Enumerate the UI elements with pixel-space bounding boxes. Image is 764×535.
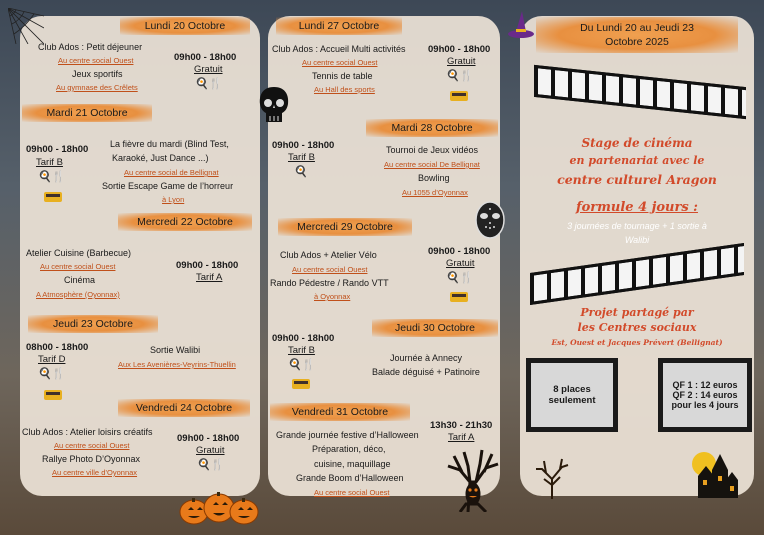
shared-project: les Centres sociaux [577, 321, 697, 334]
activity-text: Bowling [418, 173, 450, 183]
time-range: 09h00 - 18h00 [428, 44, 491, 55]
location-link[interactable]: Au Hall des sports [314, 85, 375, 94]
activity-title: Club Ados : Petit déjeuner [38, 42, 143, 52]
fee-label: Gratuit [196, 445, 225, 456]
spooky-tree-decoration [440, 446, 506, 512]
day-header-friday-31: Vendredi 31 Octobre [270, 403, 410, 421]
location-link[interactable]: Au gymnase des Crêlets [56, 83, 138, 92]
food-icons: 🍳🍴 [288, 359, 316, 371]
fee-label: Gratuit [447, 56, 476, 67]
location-link[interactable]: Au centre social Ouest [54, 441, 130, 450]
day-header-tuesday-28: Mardi 28 Octobre [366, 119, 498, 137]
day-header-tuesday-21: Mardi 21 Octobre [22, 104, 152, 122]
day-header-thursday-30: Jeudi 30 Octobre [372, 319, 498, 337]
activity-text: Journée à Annecy [390, 353, 463, 363]
location-link[interactable]: Au centre ville d’Oyonnax [52, 468, 138, 477]
day-header-monday-27: Lundi 27 Octobre [276, 17, 402, 35]
time-range: 13h30 - 21h30 [430, 420, 493, 431]
food-icons: 🍳🍴 [197, 459, 225, 471]
location-link[interactable]: Au centre social Ouest [40, 262, 116, 271]
activity-text: Cinéma [64, 275, 96, 285]
day-header-monday-20: Lundi 20 Octobre [120, 17, 250, 35]
location-link[interactable]: Au centre social Ouest [314, 488, 390, 497]
day-header-wednesday-22: Mercredi 22 Octobre [118, 213, 252, 231]
time-range: 09h00 - 18h00 [272, 333, 335, 344]
minibus-icon [44, 192, 62, 202]
food-icons: 🍳🍴 [38, 368, 66, 380]
activity-title: Club Ados + Atelier Vélo [280, 250, 377, 260]
formula-detail: Walibi [624, 235, 650, 245]
activity-title: Club Ados : Atelier loisirs créatifs [22, 427, 153, 437]
hockey-mask-decoration [474, 200, 506, 240]
location-link[interactable]: Au centre social de Bellignat [124, 168, 219, 177]
time-range: 09h00 - 18h00 [176, 260, 239, 271]
shared-project: Projet partagé par [580, 306, 694, 319]
food-icons: 🍳🍴 [195, 78, 223, 90]
places-note: seulement [548, 395, 596, 406]
activity-text: Atelier Cuisine (Barbecue) [26, 248, 132, 258]
location-link[interactable]: A Atmosphère (Oyonnax) [36, 290, 120, 299]
event-line: Grande journée festive d’Halloween [276, 430, 419, 440]
location-link[interactable]: Au centre social De Bellignat [384, 160, 480, 169]
formula-title: formule 4 jours : [576, 200, 698, 215]
activity-title: Club Ados : Accueil Multi activités [272, 44, 406, 54]
event-line: cuisine, maquillage [314, 459, 391, 469]
haunted-house-decoration [690, 446, 740, 498]
event-line: Préparation, déco, [312, 444, 386, 454]
price-qf1: QF 1 : 12 euros [672, 380, 738, 390]
location-link[interactable]: à Oyonnax [314, 292, 351, 301]
day-header-friday-24: Vendredi 24 Octobre [118, 399, 250, 417]
location-link[interactable]: Au centre social Ouest [302, 58, 378, 67]
fee-label: Tarif A [196, 272, 223, 283]
day-header-wednesday-29: Mercredi 29 Octobre [278, 218, 412, 236]
time-range: 08h00 - 18h00 [26, 342, 89, 353]
location-link[interactable]: Au centre social Ouest [292, 265, 368, 274]
time-range: 09h00 - 18h00 [177, 433, 240, 444]
places-box [526, 358, 618, 432]
time-range: 09h00 - 18h00 [428, 246, 491, 257]
location-link[interactable]: Au 1055 d’Oyonnax [402, 188, 468, 197]
event-line: Grande Boom d’Halloween [296, 473, 404, 483]
fee-label: Tarif B [288, 345, 315, 356]
dates-line-2: Octobre 2025 [605, 36, 669, 48]
fee-label: Tarif A [448, 432, 475, 443]
fee-label: Tarif D [38, 354, 66, 365]
minibus-icon [450, 91, 468, 101]
fee-label: Gratuit [446, 258, 475, 269]
places-count: 8 places [553, 384, 591, 395]
price-duration: pour les 4 jours [671, 400, 739, 410]
time-range: 09h00 - 18h00 [272, 140, 335, 151]
dates-banner [536, 17, 738, 53]
activity-text: Sortie Escape Game de l’horreur [102, 181, 234, 191]
stage-partner: centre culturel Aragon [557, 172, 717, 187]
spider-web-decoration [8, 8, 44, 44]
food-icons: 🍳🍴 [38, 171, 66, 183]
food-icons: 🍳🍴 [446, 272, 474, 284]
formula-detail: 3 journées de tournage + 1 sortie à [567, 221, 707, 231]
location-link[interactable]: Au centre social Ouest [58, 56, 134, 65]
activity-text: Karaoké, Just Dance ...) [112, 153, 209, 163]
minibus-icon [450, 292, 468, 302]
time-range: 09h00 - 18h00 [174, 52, 237, 63]
food-icons: 🍳 [294, 166, 308, 178]
day-header-thursday-23: Jeudi 23 Octobre [28, 315, 158, 333]
skull-decoration [258, 86, 290, 126]
price-qf2: QF 2 : 14 euros [672, 390, 738, 400]
location-link[interactable]: à Lyon [162, 195, 185, 204]
minibus-icon [292, 379, 310, 389]
pumpkins-decoration [178, 486, 260, 526]
price-box [658, 358, 752, 432]
activity-text: Rallye Photo D’Oyonnax [42, 454, 141, 464]
activity-text: Sortie Walibi [150, 345, 201, 355]
time-range: 09h00 - 18h00 [26, 144, 89, 155]
activity-text: Balade déguisé + Patinoire [372, 367, 480, 377]
location-link[interactable]: Aux Les Avenières-Veyrins-Thuellin [118, 360, 236, 369]
stage-subtitle: en partenariat avec le [569, 154, 705, 167]
bare-tree-decoration [530, 455, 574, 499]
activity-text: Rando Pédestre / Rando VTT [270, 278, 389, 288]
dates-line-1: Du Lundi 20 au Jeudi 23 [580, 22, 694, 34]
minibus-icon [44, 390, 62, 400]
fee-label: Tarif B [288, 152, 315, 163]
activity-text: La fièvre du mardi (Blind Test, [110, 139, 229, 149]
fee-label: Tarif B [36, 157, 63, 168]
activity-text: Tennis de table [312, 71, 373, 81]
stage-title: Stage de cinéma [581, 136, 693, 150]
food-icons: 🍳🍴 [446, 70, 474, 82]
witch-hat-decoration [506, 10, 534, 42]
shared-centres: Est, Ouest et Jacques Prévert (Bellignat) [551, 338, 723, 347]
fee-label: Gratuit [194, 64, 223, 75]
activity-text: Jeux sportifs [72, 69, 123, 79]
activity-text: Tournoi de Jeux vidéos [386, 145, 479, 155]
